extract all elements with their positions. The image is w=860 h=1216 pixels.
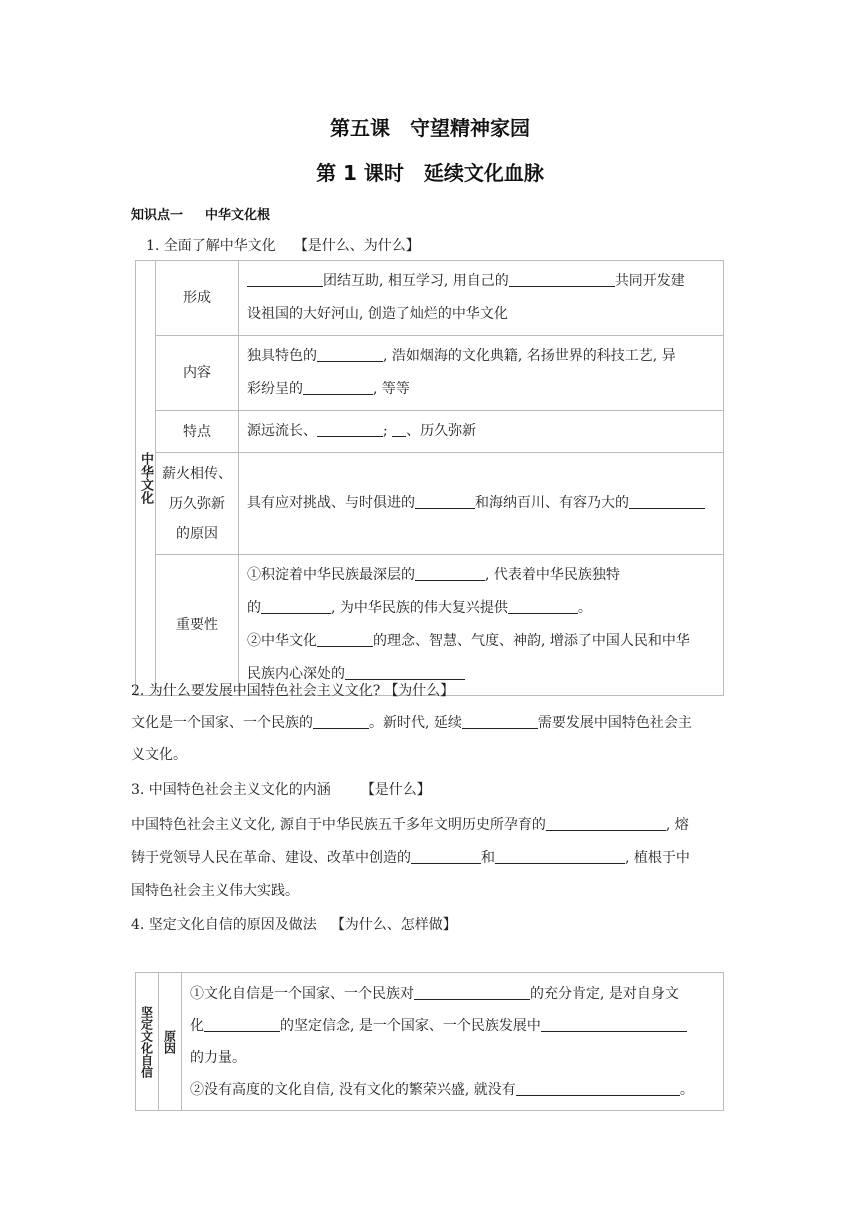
lesson-title: 第五课 守望精神家园: [330, 116, 530, 140]
text: 的理念、智慧、气度、神韵, 增添了中国人民和中华: [373, 633, 690, 649]
text: 和: [481, 850, 495, 866]
table1-side-label-cell: [136, 261, 156, 696]
blank[interactable]: [541, 1017, 687, 1032]
blank[interactable]: [317, 632, 373, 647]
answer-3-line-2: [131, 847, 690, 867]
blank[interactable]: [415, 494, 475, 509]
row-formation-label: 形成: [156, 261, 239, 336]
text: , 代表着中华民族独特: [485, 567, 620, 583]
blank[interactable]: [516, 1081, 680, 1096]
answer-2-line-1: [131, 712, 692, 732]
row-reason-label: [156, 453, 239, 555]
cultural-confidence-table: [135, 972, 724, 1111]
blank[interactable]: [345, 665, 465, 680]
row-formation-content: [239, 261, 724, 336]
question-1-tag: 【是什么、为什么】: [293, 238, 420, 254]
question-2-tag: 【为什么】: [384, 683, 455, 699]
question-3-tag: 【是什么】: [360, 782, 431, 798]
table2-side-label: 坚定文化自信: [139, 1005, 154, 1078]
chinese-culture-table: [135, 260, 724, 696]
row-importance-label: 重要性: [156, 555, 239, 696]
text: 。: [679, 1081, 694, 1098]
blank[interactable]: [414, 985, 530, 1000]
text: 民族内心深处的: [247, 666, 345, 682]
blank[interactable]: [546, 816, 666, 831]
blank[interactable]: [629, 494, 705, 509]
text: 的原因: [176, 525, 218, 542]
text: 的: [247, 600, 261, 616]
text: 。: [577, 600, 592, 616]
row-content-content: [239, 336, 724, 411]
table2-side-label-cell: [136, 973, 159, 1111]
blank[interactable]: [261, 599, 331, 614]
question-1: [146, 235, 420, 255]
question-2-text: 2. 为什么要发展中国特色社会主义文化?: [131, 683, 381, 699]
text: 设祖国的大好河山, 创造了灿烂的中华文化: [247, 306, 508, 322]
text: 共同开发建: [614, 273, 685, 289]
question-3-text: 3. 中国特色社会主义文化的内涵: [131, 782, 331, 798]
question-4-tag: 【为什么、怎样做】: [330, 917, 457, 933]
text: 。新时代, 延续: [369, 715, 462, 731]
text: 源远流长、: [247, 423, 317, 439]
text: 具有应对挑战、与时俱进的: [247, 495, 415, 511]
text: 的充分肯定, 是对自身文: [530, 985, 679, 1002]
row-feature-content: [239, 411, 724, 453]
table2-sub-label: 原因: [162, 1029, 177, 1054]
blank[interactable]: [247, 272, 323, 287]
text: , 浩如烟海的文化典籍, 名扬世界的科技工艺, 异: [383, 348, 676, 364]
text: 和海纳百川、有容乃大的: [475, 495, 629, 511]
question-4: [131, 914, 457, 934]
row-content-label: 内容: [156, 336, 239, 411]
question-3: [131, 779, 431, 799]
blank[interactable]: [411, 849, 481, 864]
text: , 等等: [373, 381, 410, 397]
text: 铸于党领导人民在革命、建设、改革中创造的: [131, 850, 411, 866]
text: 团结互助, 相互学习, 用自己的: [323, 273, 509, 289]
table2-sub-label-cell: [159, 973, 182, 1111]
blank[interactable]: [415, 566, 485, 581]
text: 历久弥新: [169, 495, 225, 512]
knowledge-point-topic: 中华文化根: [205, 208, 271, 223]
table2-content: [182, 973, 724, 1111]
blank[interactable]: [303, 380, 373, 395]
blank[interactable]: [392, 422, 406, 437]
knowledge-point-label: 知识点一: [131, 208, 184, 223]
text: , 熔: [665, 817, 689, 833]
table1-side-label: 中华文化: [138, 452, 153, 504]
answer-3-line-1: [131, 814, 689, 834]
blank[interactable]: [313, 714, 369, 729]
blank[interactable]: [317, 347, 383, 362]
question-1-text: 1. 全面了解中华文化: [146, 238, 276, 254]
text: ①积淀着中华民族最深层的: [247, 567, 415, 583]
text: ②没有高度的文化自信, 没有文化的繁荣兴盛, 就没有: [190, 1081, 516, 1098]
text: ②中华文化: [247, 633, 317, 649]
answer-3-line-3: 国特色社会主义伟大实践。: [131, 883, 299, 899]
text: 、历久弥新: [406, 423, 477, 439]
text: 化: [190, 1017, 204, 1034]
blank[interactable]: [317, 422, 383, 437]
text: 薪火相传、: [162, 465, 232, 482]
question-2: [131, 680, 454, 700]
blank[interactable]: [508, 599, 578, 614]
text: ①文化自信是一个国家、一个民族对: [190, 985, 414, 1002]
blank[interactable]: [204, 1017, 280, 1032]
answer-2-line-2: 义文化。: [131, 747, 187, 763]
blank[interactable]: [462, 714, 538, 729]
text: 的坚定信念, 是一个国家、一个民族发展中: [280, 1017, 541, 1034]
text: 文化是一个国家、一个民族的: [131, 715, 313, 731]
row-reason-content: [239, 453, 724, 555]
question-4-text: 4. 坚定文化自信的原因及做法: [131, 917, 317, 933]
row-importance-content: [239, 555, 724, 696]
text: ;: [383, 423, 393, 439]
text: 的力量。: [190, 1049, 246, 1066]
row-feature-label: 特点: [156, 411, 239, 453]
text: 需要发展中国特色社会主: [537, 715, 692, 731]
text: 独具特色的: [247, 348, 317, 364]
text: 彩纷呈的: [247, 381, 303, 397]
knowledge-point-heading: [131, 204, 270, 223]
text: , 为中华民族的伟大复兴提供: [331, 600, 508, 616]
blank[interactable]: [509, 272, 615, 287]
text: 中国特色社会主义文化, 源自于中华民族五千多年文明历史所孕育的: [131, 817, 546, 833]
text: , 植根于中: [625, 850, 690, 866]
blank[interactable]: [495, 849, 625, 864]
period-title: 第 1 课时 延续文化血脉: [316, 161, 544, 185]
